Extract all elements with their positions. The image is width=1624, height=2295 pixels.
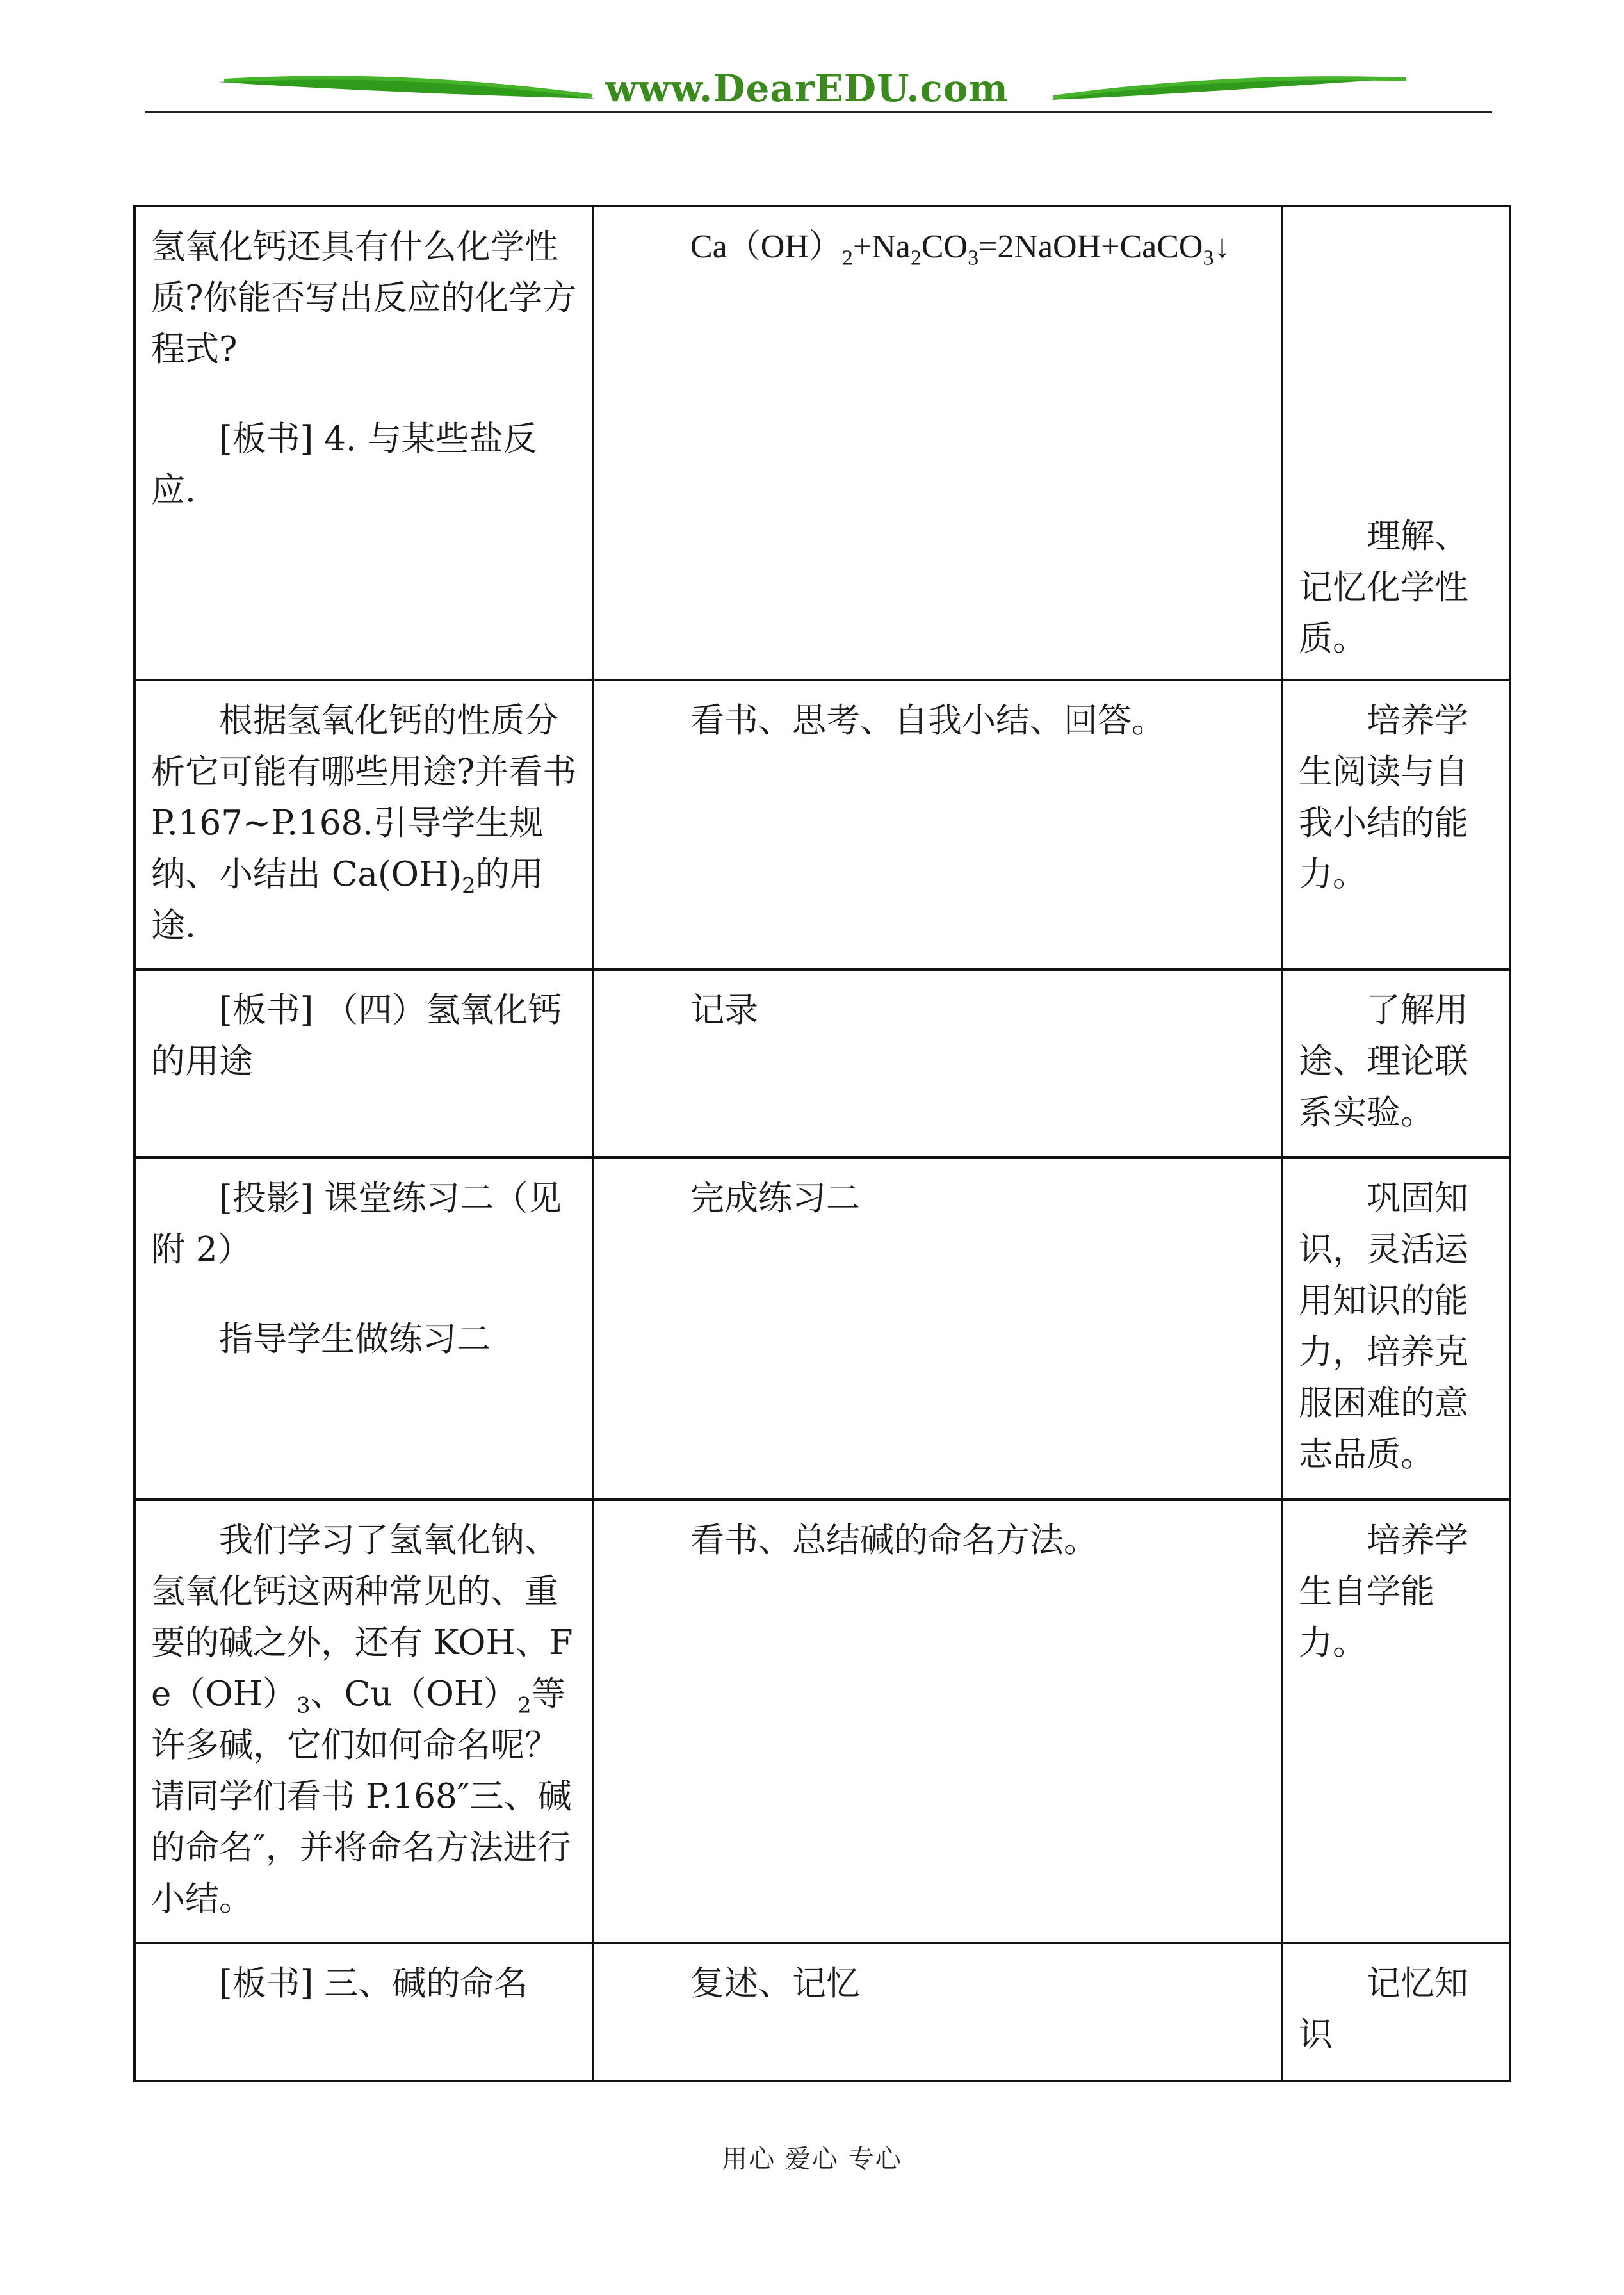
student-activity-text: 看书、总结碱的命名方法。 [690, 1521, 1098, 1560]
design-intent-text: 巩固知识，灵活运用知识的能力，培养克服困难的意志品质。 [1299, 1179, 1468, 1474]
student-activity-cell [593, 1158, 1282, 1500]
table-row [134, 1158, 1510, 1500]
teacher-activity-text: 我们学习了氢氧化钠、氢氧化钙这两种常见的、重要的碱之外，还有 KOH、$Fe(OH)_3$、$Cu(OH)_2$等许多碱，它们如何命名呢？请同学们看书 P.168″三、碱的命名″，并将命名方法进行小结。 [151, 1521, 573, 1918]
design-intent-cell [1282, 1158, 1510, 1500]
teacher-activity-cell [134, 1158, 593, 1500]
site-logo-text[interactable]: www.DearEDU.com [605, 67, 1009, 110]
design-intent-text: 培养学生阅读与自我小结的能力。 [1299, 701, 1468, 894]
lesson-table [133, 205, 1511, 2082]
page-header [0, 0, 1624, 122]
teacher-activity-cell [134, 969, 593, 1158]
chemical-equation: $Ca(OH)_2+Na_2CO_3=2NaOH+CaCO_3↓$ [690, 229, 1231, 270]
design-intent-cell [1282, 206, 1510, 680]
design-intent-text: 记忆知识 [1299, 1964, 1468, 2054]
teacher-activity-cell [134, 680, 593, 969]
design-intent-cell [1282, 1500, 1510, 1943]
board-note: [板书] 4. 与某些盐反应. [151, 419, 537, 510]
student-activity-text: 看书、思考、自我小结、回答。 [690, 701, 1165, 740]
table-row [134, 1500, 1510, 1943]
teacher-activity-text: 根据氢氧化钙的性质分析它可能有哪些用途?并看书 P.167~P.168.引导学生规纳、小结出 $Ca(OH)_2$的用途. [151, 701, 577, 945]
design-intent-text: 了解用途、理论联系实验。 [1299, 991, 1468, 1132]
design-intent-cell [1282, 1943, 1510, 2081]
student-activity-cell [593, 1943, 1282, 2081]
student-activity-text: 复述、记忆 [690, 1964, 860, 2003]
question-text: 氢氧化钙还具有什么化学性质?你能否写出反应的化学方程式? [151, 227, 577, 369]
teacher-activity-cell [134, 206, 593, 680]
board-note: [板书] 三、碱的命名 [219, 1964, 528, 2003]
student-activity-cell [593, 969, 1282, 1158]
board-note: [板书] （四）氢氧化钙的用途 [151, 991, 562, 1081]
page-footer: 用心 爱心 专心 [722, 2145, 902, 2174]
student-activity-cell [593, 206, 1282, 680]
design-intent-cell [1282, 680, 1510, 969]
table-row [134, 969, 1510, 1158]
student-activity-cell [593, 680, 1282, 969]
design-intent-text: 理解、记忆化学性质。 [1299, 517, 1468, 658]
teacher-activity-cell [134, 1943, 593, 2081]
design-intent-cell [1282, 969, 1510, 1158]
table-row [134, 680, 1510, 969]
design-intent-text: 培养学生自学能力。 [1299, 1521, 1468, 1662]
teacher-activity-text: 指导学生做练习二 [219, 1320, 491, 1359]
projection-note: [投影] 课堂练习二（见附 2） [151, 1179, 562, 1269]
teacher-activity-cell [134, 1500, 593, 1943]
header-rule [145, 111, 1492, 113]
student-activity-text: 完成练习二 [690, 1179, 860, 1218]
table-row [134, 1943, 1510, 2081]
student-activity-cell [593, 1500, 1282, 1943]
table-row [134, 206, 1510, 680]
student-activity-text: 记录 [690, 991, 758, 1030]
